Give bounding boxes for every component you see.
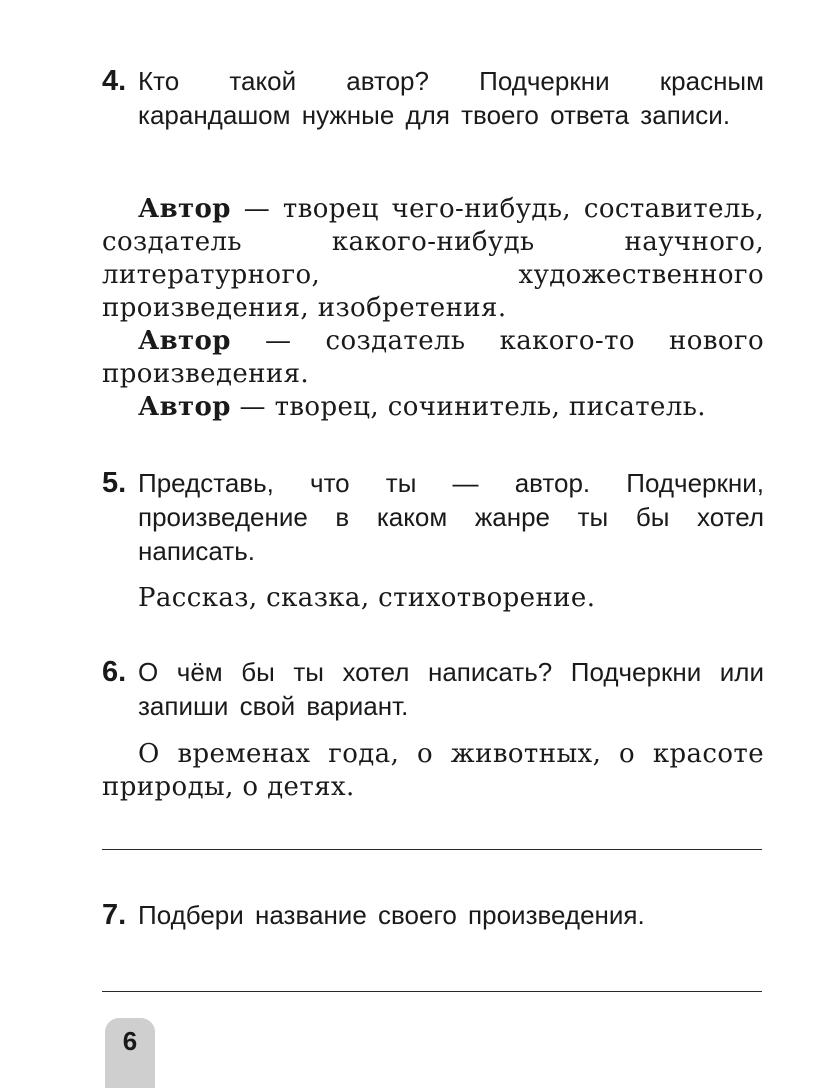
task-4-definitions [102, 193, 764, 424]
definition-2-text: — создатель какого-то нового произведения. [102, 326, 764, 389]
definition-2 [102, 325, 764, 391]
definition-3-term: Автор [138, 392, 231, 422]
task-7-number: 7. [102, 899, 127, 931]
definition-1-text: — творец чего-нибудь, составитель, создатель какого-нибудь научного, литературного, художественного произведения, изобретения. [102, 194, 764, 323]
page-number: 6 [122, 1026, 138, 1056]
task-5 [102, 466, 764, 568]
page-number-badge [105, 1018, 155, 1088]
task-5-answer-text: Рассказ, сказка, стихотворение. [138, 583, 596, 613]
task-5-question: Представь, что ты — автор. Подчеркни, произведение в каком жанре ты бы хотел написать. [138, 468, 764, 566]
task-5-answer [102, 582, 764, 615]
task-6-answer [102, 738, 764, 804]
task-6-number: 6. [102, 656, 127, 688]
task-4 [102, 64, 764, 132]
task-4-question: Кто такой автор? Подчеркни красным карандашом нужные для твоего ответа записи. [138, 66, 764, 130]
definition-1 [102, 193, 764, 325]
task-6-question: О чём бы ты хотел написать? Подчеркни или запиши свой вариант. [138, 657, 764, 721]
task-6-writing-line[interactable] [102, 849, 762, 850]
definition-1-term: Автор [138, 194, 231, 224]
definition-3 [102, 391, 764, 424]
task-7 [102, 898, 764, 932]
task-7-writing-line[interactable] [102, 991, 762, 992]
definition-3-text: — творец, сочинитель, писатель. [230, 392, 706, 422]
task-6 [102, 655, 764, 723]
task-6-answer-text: О временах года, о животных, о красоте природы, о детях. [102, 739, 764, 802]
definition-2-term: Автор [138, 326, 231, 356]
task-7-question: Подбери название своего произведения. [138, 900, 645, 930]
task-4-number: 4. [102, 65, 127, 97]
task-5-number: 5. [102, 467, 127, 499]
